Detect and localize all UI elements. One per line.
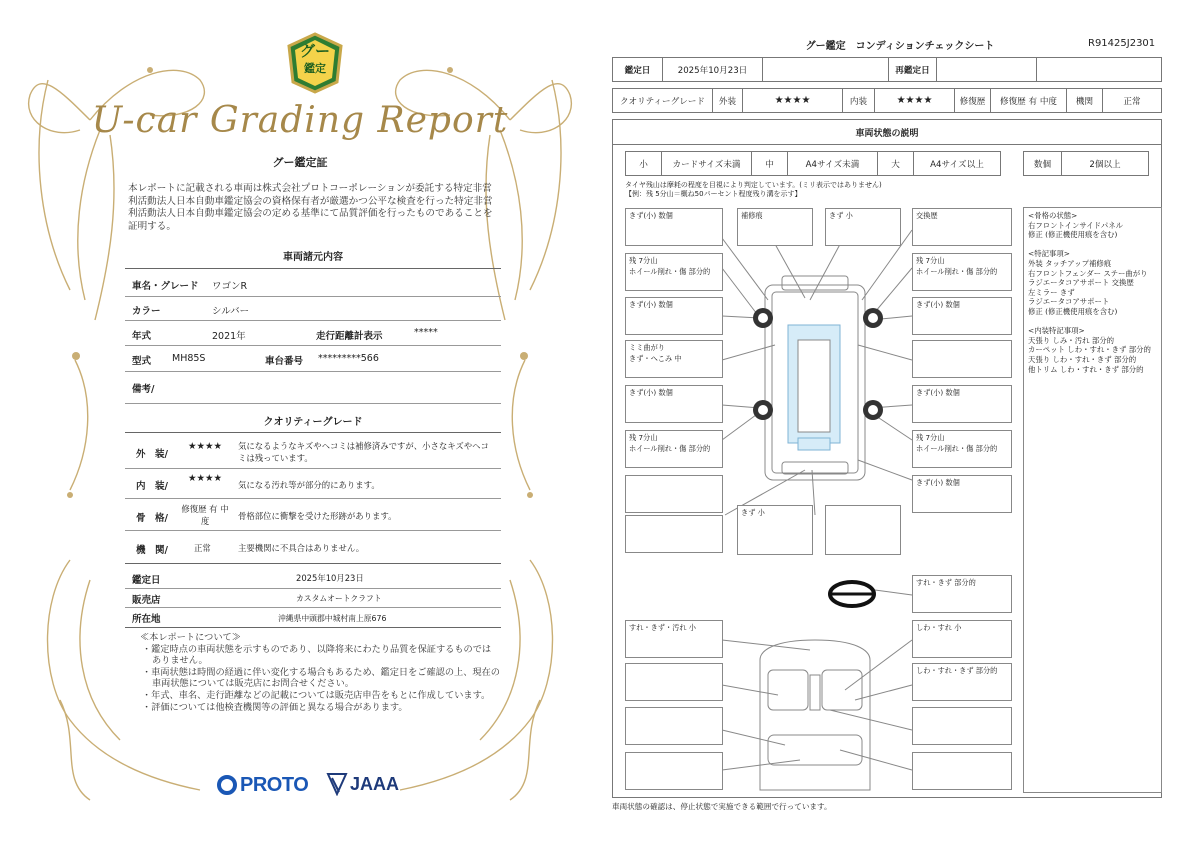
- box-steering: すれ・きず 部分的: [912, 575, 1012, 613]
- box-right-3: [912, 340, 1012, 378]
- chassis-label: 車台番号: [265, 356, 304, 367]
- box-interior-left-2: [625, 663, 723, 701]
- proto-logo-icon: [216, 774, 238, 796]
- note-item: ・年式、車名、走行距離などの記載については販売店申告をもとに作成しています。: [142, 689, 491, 701]
- box-replaced: 交換歴: [912, 208, 1012, 246]
- year-value: 2021年: [212, 331, 246, 342]
- box-left-7: [625, 515, 723, 553]
- int-label: 内装: [843, 89, 875, 112]
- divider: [125, 296, 501, 297]
- date-value: 2025年10月23日: [663, 58, 763, 81]
- interior-desc: 気になる汚れ等が部分的にあります。: [238, 480, 380, 490]
- badge-label-top: グー: [299, 42, 330, 60]
- note-line: 左ミラー きず: [1028, 287, 1075, 297]
- note-line: 外装 タッチアップ補修痕: [1028, 258, 1112, 268]
- divider: [125, 530, 501, 531]
- note-line: カーペット しわ・すれ・きず 部分的: [1028, 345, 1151, 355]
- dealer-value: カスタムオートクラフト: [296, 594, 382, 603]
- box-tire-rear-left: 残 7分山 ホイール削れ・傷 部分的: [625, 430, 723, 468]
- car-name-label: 車名・グレード: [132, 281, 199, 292]
- report-script-title: U-car Grading Report: [91, 100, 509, 141]
- box-rear-2: [825, 505, 901, 555]
- note-item: ・評価については他検査機関等の評価と異なる場合があります。: [142, 701, 408, 713]
- tire-note-2: 【例：残 5分山＝概ね50パーセント程度残り溝を示す】: [625, 190, 802, 198]
- box-tire-rear-right: 残 7分山 ホイール削れ・傷 部分的: [912, 430, 1012, 468]
- divider: [125, 468, 501, 469]
- int-value: ★★★★: [875, 89, 955, 112]
- legend-large-desc: A4サイズ以上: [930, 159, 984, 170]
- report-notes: [140, 632, 500, 713]
- exterior-stars: ★★★★: [188, 441, 223, 452]
- exterior-label: 外 装/: [136, 449, 168, 460]
- engine-value: 正常: [1123, 96, 1141, 107]
- note-line: 他トリム しわ・すれ・きず 部分的: [1028, 364, 1144, 374]
- ext-label: 外装: [713, 89, 743, 112]
- note-line: 修正 (修正機使用痕を含む): [1028, 230, 1118, 240]
- note-line: <骨格の状態>: [1028, 211, 1078, 220]
- box-left-6: [625, 475, 723, 513]
- box-rear-scratch: きず 小: [737, 505, 813, 555]
- engine-label: 機関: [1067, 89, 1103, 112]
- repair-value: 修復歴 有 中度: [991, 89, 1067, 112]
- legend-small: 小: [626, 152, 662, 175]
- date-label: 鑑定日: [613, 58, 663, 81]
- box-interior-left: すれ・きず・汚れ 小: [625, 620, 723, 658]
- repair-label: 修復歴: [955, 89, 991, 112]
- frame-value: 修復歴 有 中度: [181, 504, 229, 526]
- certificate-title: グー鑑定証: [272, 156, 328, 169]
- divider: [125, 403, 501, 404]
- address-label: 所在地: [132, 614, 161, 625]
- legend-mid: 中: [752, 152, 788, 175]
- frame-label: 骨 格/: [136, 513, 168, 524]
- dealer-label: 販売店: [132, 595, 161, 606]
- jaaa-logo-icon: [326, 772, 348, 796]
- condition-check-sheet: [600, 0, 1200, 848]
- grade-label: クオリティーグレード: [613, 89, 713, 112]
- spec-section-title: 車両諸元内容: [283, 252, 343, 263]
- color-value: シルバー: [212, 306, 250, 317]
- legend-large: 大: [878, 152, 914, 175]
- mileage-label: 走行距離計表示: [316, 331, 383, 342]
- note-line: <内装特記事項>: [1028, 326, 1085, 336]
- sheet-footer: 車両状態の確認は、停止状態で実施できる範囲で行っています。: [612, 802, 832, 811]
- box-right-2: きず(小) 数個: [912, 297, 1012, 335]
- year-label: 年式: [132, 331, 152, 342]
- box-right-4: きず(小) 数個: [912, 385, 1012, 423]
- chassis-value: *********566: [318, 353, 379, 364]
- frame-desc: 骨格部位に衝撃を受けた形跡があります。: [238, 511, 397, 521]
- box-right-6: きず(小) 数個: [912, 475, 1012, 513]
- divider: [125, 607, 501, 608]
- box-interior-right-1: しわ・すれ 小: [912, 620, 1012, 658]
- box-repair-mark: 補修痕: [737, 208, 813, 246]
- appraisal-date-value: 2025年10月23日: [296, 573, 364, 583]
- legend-mid-desc: A4サイズ未満: [788, 152, 878, 175]
- divider: [125, 627, 501, 628]
- divider: [125, 268, 501, 269]
- divider: [125, 432, 501, 433]
- notes-title: ≪本レポートについて≫: [140, 632, 241, 643]
- divider: [125, 498, 501, 499]
- legend-count-desc: 2個以上: [1089, 159, 1121, 170]
- certificate-body: 本レポートに記載される車両は株式会社プロトコーポレーションが委託する特定非営利活動法人日本自動車鑑定協会の資格保有者が厳選かつ公平な検査を行った特定非営利活動法人日本自動車鑑定協会の定める基準にて品質評価を行ったものであることを証明する。: [128, 183, 493, 232]
- note-line: 修正 (修正機使用痕を含む): [1028, 306, 1118, 316]
- box-left-3: ミミ曲がり きず・へこみ 中: [625, 340, 723, 378]
- legend-count: 数個: [1024, 152, 1062, 175]
- note-item: ・鑑定時点の車両状態を示すものであり、以降将来にわたり品質を保証するものではありません。: [142, 643, 492, 667]
- divider: [125, 320, 501, 321]
- interior-label: 内 装/: [136, 481, 168, 492]
- special-notes: [1023, 207, 1162, 793]
- quality-section-title: クオリティーグレード: [263, 417, 363, 428]
- address-value: 沖縄県中頭郡中城村南上原676: [278, 614, 387, 623]
- engine-desc: 主要機関に不具合はありません。: [238, 543, 365, 553]
- jaaa-logo: JAAA: [350, 774, 400, 794]
- box-interior-left-3: [625, 707, 723, 745]
- model-label: 型式: [132, 356, 152, 367]
- color-label: カラー: [132, 306, 161, 317]
- mileage-value: *****: [414, 327, 438, 338]
- divider: [125, 588, 501, 589]
- document-id: R91425J2301: [1088, 38, 1156, 49]
- box-tire-front-left: 残 7分山 ホイール削れ・傷 部分的: [625, 253, 723, 291]
- divider: [125, 371, 501, 372]
- section-title: 車両状態の説明: [855, 129, 919, 139]
- box-front-scratch: きず 小: [825, 208, 901, 246]
- engine-label: 機 関/: [136, 545, 168, 556]
- engine-value: 正常: [194, 543, 211, 553]
- ext-value: ★★★★: [743, 89, 843, 112]
- reappraisal-label: 再鑑定日: [889, 58, 937, 81]
- box-front-left: きず(小) 数個: [625, 208, 723, 246]
- interior-stars: ★★★★: [188, 473, 223, 484]
- tire-note-1: タイヤ残山は摩耗の程度を目視により判定しています。(ミリ表示ではありません): [625, 181, 882, 189]
- note-line: 天張り しわ・すれ・きず 部分的: [1028, 354, 1137, 364]
- car-name-value: ワゴンR: [212, 281, 248, 292]
- appraisal-date-label: 鑑定日: [132, 575, 161, 586]
- box-interior-right-3: [912, 707, 1012, 745]
- box-interior-right-4: [912, 752, 1012, 790]
- box-interior-right-2: しわ・すれ・きず 部分的: [912, 663, 1012, 701]
- box-left-4: きず(小) 数個: [625, 385, 723, 423]
- exterior-desc: 気になるようなキズやヘコミは補修済みですが、小さなキズやヘコミは残っています。: [238, 441, 489, 463]
- note-line: ラジエータコアサポート: [1028, 297, 1110, 307]
- divider: [125, 345, 501, 346]
- note-line: 右フロントインサイドパネル: [1028, 220, 1124, 230]
- note-line: 天張り しみ・汚れ 部分的: [1028, 335, 1114, 345]
- model-value: MH85S: [172, 353, 206, 364]
- remarks-label: 備考/: [132, 384, 155, 395]
- box-tire-front-right: 残 7分山 ホイール削れ・傷 部分的: [912, 253, 1012, 291]
- sheet-title: グー鑑定 コンディションチェックシート: [805, 41, 995, 52]
- note-item: ・車両状態は時間の経過に伴い変化する場合もあるため、鑑定日をご確認の上、現在の車両状態については販売店にお問合せください。: [142, 666, 500, 690]
- box-interior-left-4: [625, 752, 723, 790]
- legend-small-desc: カードサイズ未満: [662, 152, 752, 175]
- divider: [125, 563, 501, 564]
- note-line: 右フロントフェンダー ステー曲がり: [1028, 268, 1148, 278]
- proto-logo: PROTO: [240, 774, 309, 796]
- note-line: ラジエータコアサポート 交換歴: [1028, 278, 1134, 288]
- box-left-2: きず(小) 数個: [625, 297, 723, 335]
- badge-label-bottom: 鑑定: [304, 62, 326, 75]
- note-line: <特記事項>: [1028, 249, 1070, 259]
